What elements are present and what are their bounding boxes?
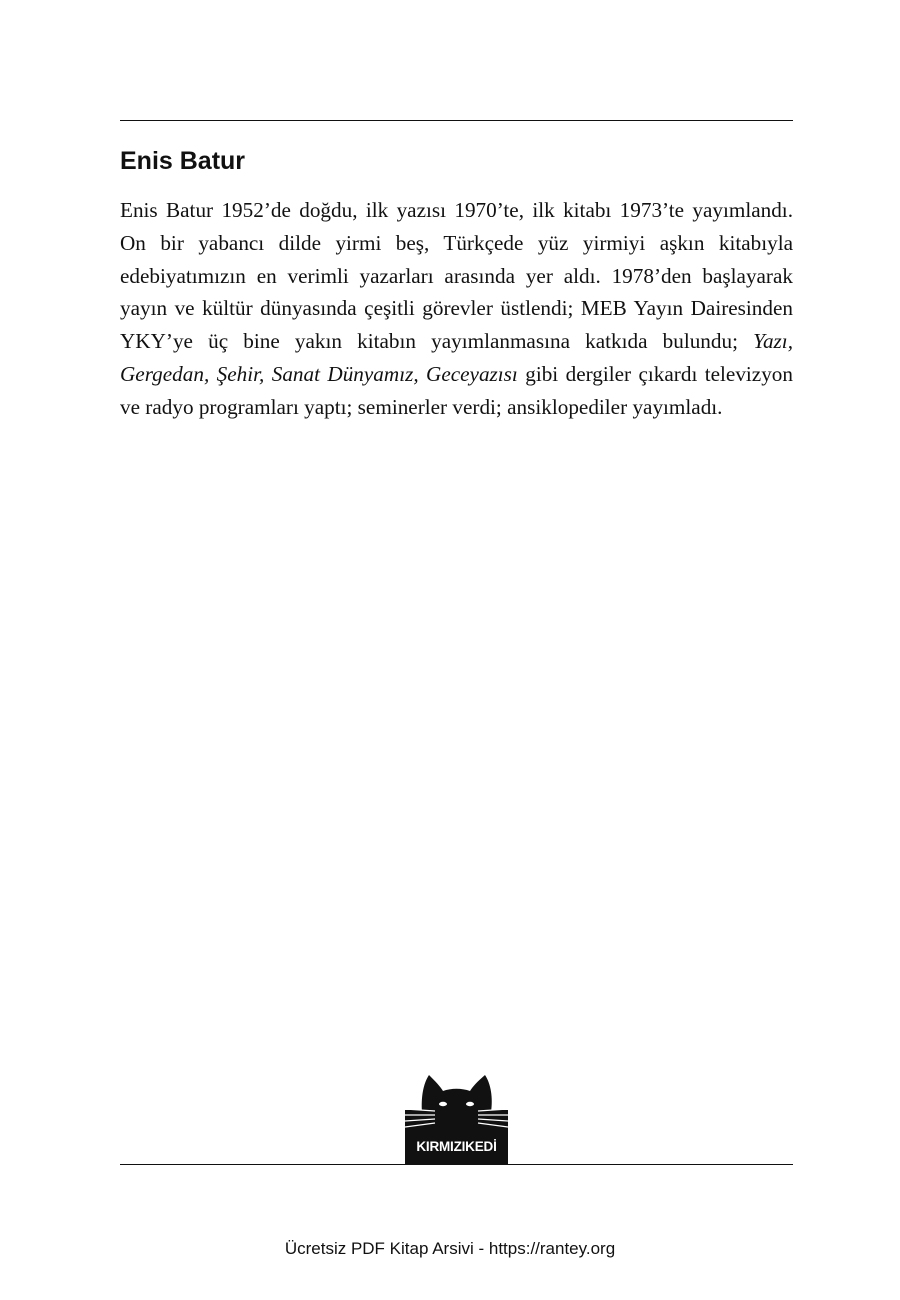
bio-text-part-2: gibi dergiler çıkardı televizyon ve radyo programları yaptı; seminerler verdi; ansiklopediler yayımladı. xyxy=(120,361,793,419)
top-divider xyxy=(120,120,793,121)
bio-magazine-titles: Yazı, Gergedan, Şehir, Sanat Dünyamız, Geceyazısı xyxy=(120,329,793,386)
footer-note: Ücretsiz PDF Kitap Arsivi - https://rantey.org xyxy=(284,1239,616,1258)
bottom-divider xyxy=(120,1164,793,1165)
publisher-logo-text: KIRMIZIKEDİ xyxy=(416,1139,497,1154)
bio-text-part-1: Enis Batur 1952’de doğdu, ilk yazısı 1970’te, ilk kitabı 1973’te yayımlandı. On bir yabancı dilde yirmi beş, Türkçede yüz yirmiyi aşkın kitabıyla edebiyatımızın en verimli yazarları arasında yer aldı. 1978’den başlayarak yayın ve kültür dünyasında çeşitli görevler üstlendi; MEB Yayın Dairesinden YKY’ye üç bine yakın kitabın yayımlanmasına katkıda bulundu; xyxy=(120,198,793,354)
publisher-logo xyxy=(405,1070,508,1165)
author-biography xyxy=(120,194,793,424)
author-name-heading: Enis Batur xyxy=(120,147,246,175)
